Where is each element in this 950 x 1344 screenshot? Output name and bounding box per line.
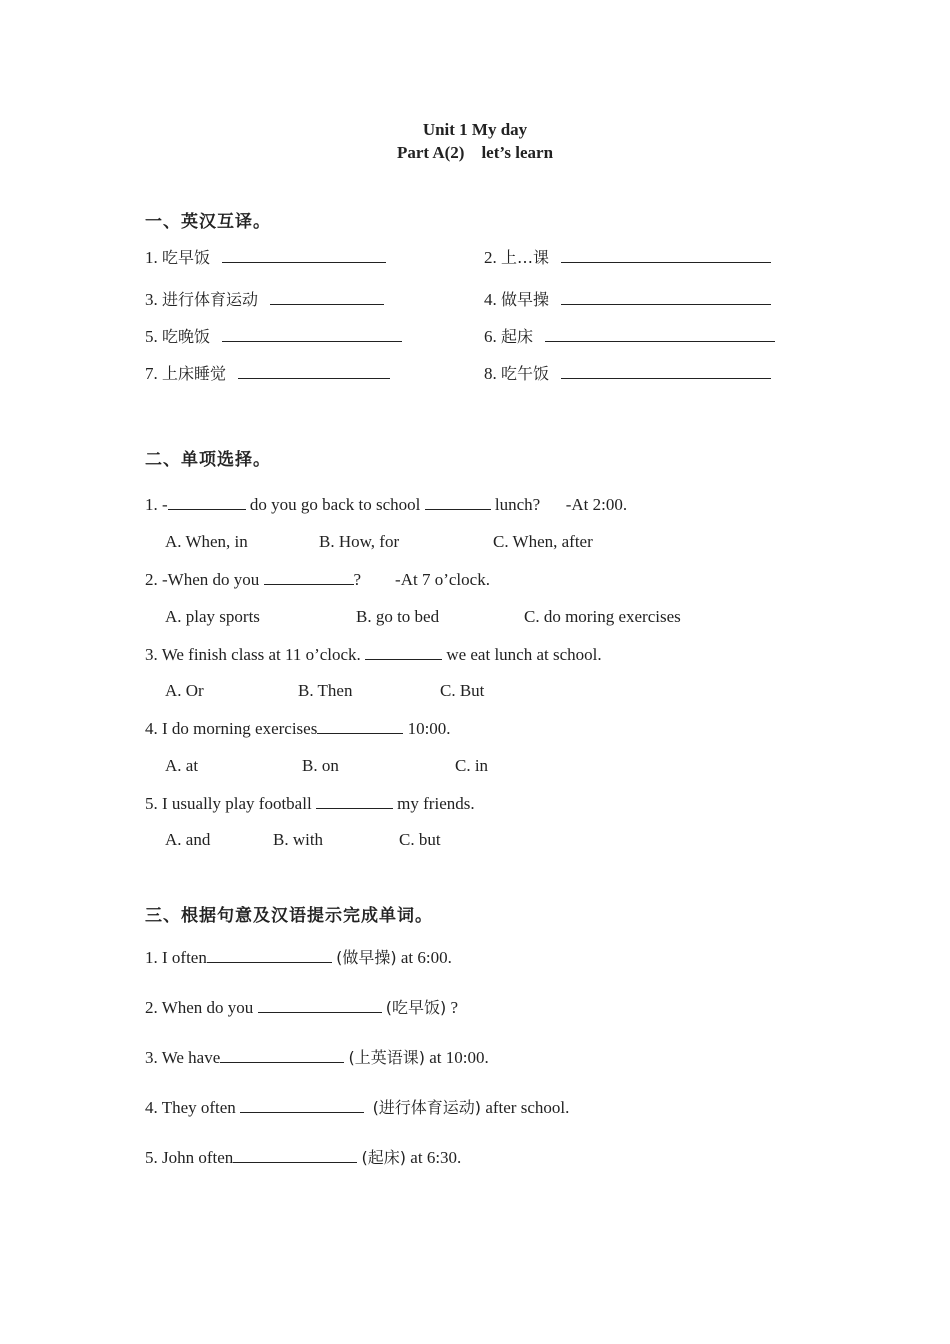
s2-q1-option-b[interactable]: B. How, for xyxy=(319,532,400,551)
s1-item-5-blank[interactable] xyxy=(222,326,402,342)
s3-item-5-part-a: 5. John often xyxy=(145,1148,234,1167)
section2-heading: 二、单项选择。 xyxy=(145,450,271,470)
s2-q3-part-b: we eat lunch at school. xyxy=(442,645,602,664)
s1-item-7-num: 7. xyxy=(145,364,158,383)
s3-item-1-hint: (做早操) xyxy=(336,948,397,967)
s1-item-4-blank[interactable] xyxy=(561,289,771,305)
s2-q5-option-b[interactable]: B. with xyxy=(273,830,324,849)
s1-item-1-num: 1. xyxy=(145,248,158,267)
s2-q4-blank-1[interactable] xyxy=(317,718,403,734)
s3-item-5 xyxy=(145,1145,461,1168)
s1-item-8 xyxy=(484,361,771,384)
s1-item-3-text: 进行体育运动 xyxy=(162,290,259,309)
s2-q5-option-a[interactable]: A. and xyxy=(165,830,211,849)
s1-item-3 xyxy=(145,287,384,310)
s1-item-8-num: 8. xyxy=(484,364,497,383)
s1-item-4 xyxy=(484,287,771,310)
s3-item-3-part-a: 3. We have xyxy=(145,1048,221,1067)
s3-item-2-part-b: ? xyxy=(446,998,459,1017)
s2-q3-option-a[interactable]: A. Or xyxy=(165,681,204,700)
s2-q4-option-a[interactable]: A. at xyxy=(165,756,199,775)
s3-item-4-blank[interactable] xyxy=(240,1097,364,1113)
s1-item-4-num: 4. xyxy=(484,290,497,309)
s2-q3-blank-1[interactable] xyxy=(365,644,442,660)
s2-q2-part-b: ? -At 7 o’clock. xyxy=(353,570,490,589)
s1-item-7-blank[interactable] xyxy=(238,363,390,379)
s2-q5-part-b: my friends. xyxy=(392,794,475,813)
s2-q5-part-a: 5. I usually play football xyxy=(145,794,316,813)
s3-item-5-hint: (起床) xyxy=(361,1148,407,1167)
s2-q5-option-c[interactable]: C. but xyxy=(399,830,441,849)
s3-item-3 xyxy=(145,1045,489,1068)
s1-item-6-text: 起床 xyxy=(501,327,534,346)
s2-question-4 xyxy=(145,718,451,739)
s2-q5-blank-1[interactable] xyxy=(316,793,393,809)
s2-q1-part-a: 1. - xyxy=(145,495,168,514)
s1-item-6-num: 6. xyxy=(484,327,497,346)
s2-q3-part-a: 3. We finish class at 11 o’clock. xyxy=(145,645,366,664)
s2-q2-option-c[interactable]: C. do moring exercises xyxy=(524,607,681,626)
s1-item-1-text: 吃早饭 xyxy=(162,248,211,267)
s3-item-4 xyxy=(145,1095,569,1118)
s1-item-5 xyxy=(145,324,402,347)
s3-item-1-part-b: at 6:00. xyxy=(396,948,452,967)
s2-q4-option-c[interactable]: C. in xyxy=(455,756,489,775)
s2-q1-part-b: do you go back to school xyxy=(245,495,425,514)
worksheet-title: Unit 1 My day xyxy=(422,120,528,139)
s3-item-5-part-b: at 6:30. xyxy=(406,1148,462,1167)
s1-item-3-num: 3. xyxy=(145,290,158,309)
s1-item-5-num: 5. xyxy=(145,327,158,346)
s3-item-2-hint: (吃早饭) xyxy=(385,998,447,1017)
s2-q4-part-b: 10:00. xyxy=(403,719,451,738)
s3-item-2 xyxy=(145,995,458,1018)
s1-item-6-blank[interactable] xyxy=(545,326,775,342)
s1-item-8-blank[interactable] xyxy=(561,363,771,379)
s2-q2-part-a: 2. -When do you xyxy=(145,570,264,589)
s1-item-2-num: 2. xyxy=(484,248,497,267)
s3-item-4-part-b: after school. xyxy=(481,1098,570,1117)
s2-q2-blank-1[interactable] xyxy=(264,569,354,585)
s1-item-7 xyxy=(145,361,390,384)
s3-item-3-part-b: at 10:00. xyxy=(425,1048,489,1067)
s1-item-5-text: 吃晚饭 xyxy=(162,327,211,346)
s2-q4-option-b[interactable]: B. on xyxy=(302,756,339,775)
s1-item-2 xyxy=(484,245,771,268)
s3-item-1-part-a: 1. I often xyxy=(145,948,207,967)
s1-item-3-blank[interactable] xyxy=(270,289,384,305)
s3-item-2-blank[interactable] xyxy=(258,997,382,1013)
s3-item-4-part-a: 4. They often xyxy=(145,1098,241,1117)
s1-item-2-text: 上…课 xyxy=(501,248,550,267)
s2-q1-option-a[interactable]: A. When, in xyxy=(165,532,248,551)
s2-q2-option-b[interactable]: B. go to bed xyxy=(356,607,440,626)
s3-item-5-blank[interactable] xyxy=(233,1147,357,1163)
s1-item-7-text: 上床睡觉 xyxy=(162,364,227,383)
s3-item-2-part-a: 2. When do you xyxy=(145,998,258,1017)
worksheet-subtitle: Part A(2) let’s learn xyxy=(396,143,554,162)
s3-item-3-blank[interactable] xyxy=(220,1047,344,1063)
section3-heading: 三、根据句意及汉语提示完成单词。 xyxy=(145,906,433,926)
s3-item-1 xyxy=(145,945,452,968)
s1-item-1-blank[interactable] xyxy=(222,247,386,263)
s2-q3-option-b[interactable]: B. Then xyxy=(298,681,353,700)
s1-item-1 xyxy=(145,245,386,268)
s2-question-1 xyxy=(145,494,627,515)
s2-question-3 xyxy=(145,644,602,665)
s2-q1-option-c[interactable]: C. When, after xyxy=(493,532,593,551)
s2-q1-blank-2[interactable] xyxy=(425,494,491,510)
s2-q2-option-a[interactable]: A. play sports xyxy=(165,607,260,626)
s2-q1-part-c: lunch? -At 2:00. xyxy=(490,495,628,514)
s2-question-5 xyxy=(145,793,475,814)
s2-question-2 xyxy=(145,569,490,590)
section1-heading: 一、英汉互译。 xyxy=(145,212,271,232)
s2-q1-blank-1[interactable] xyxy=(168,494,246,510)
s1-item-4-text: 做早操 xyxy=(501,290,550,309)
s1-item-8-text: 吃午饭 xyxy=(501,364,550,383)
s2-q4-part-a: 4. I do morning exercises xyxy=(145,719,318,738)
s2-q3-option-c[interactable]: C. But xyxy=(440,681,485,700)
s1-item-6 xyxy=(484,324,775,347)
s3-item-1-blank[interactable] xyxy=(207,947,332,963)
s3-item-3-hint: (上英语课) xyxy=(348,1048,426,1067)
s3-item-4-hint: (进行体育运动) xyxy=(372,1098,482,1117)
s1-item-2-blank[interactable] xyxy=(561,247,771,263)
